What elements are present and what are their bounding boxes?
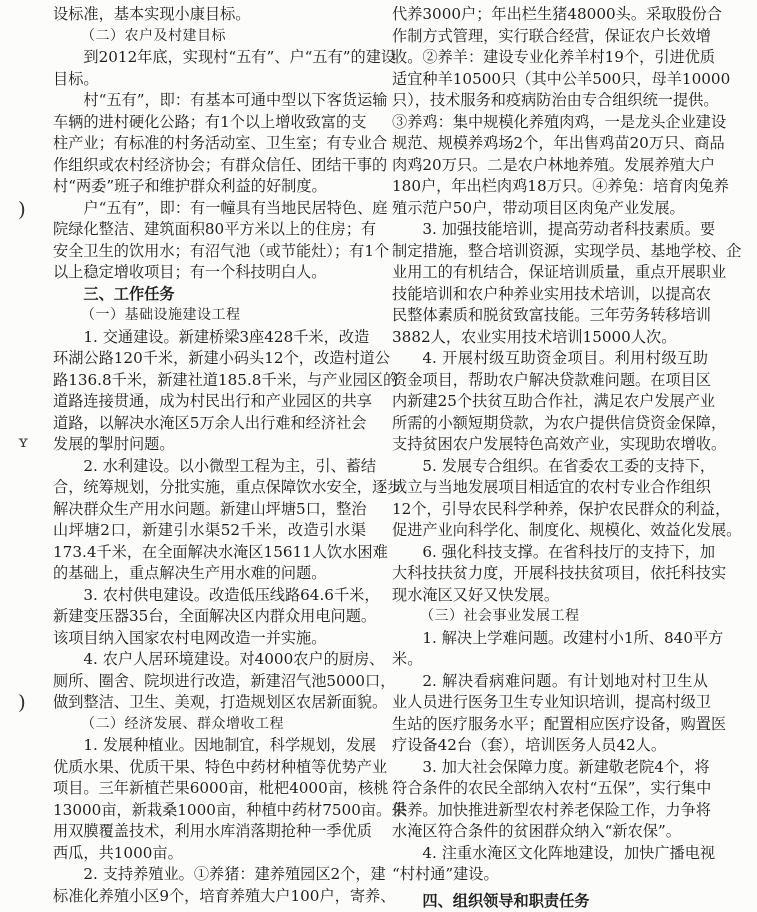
text-line: 到2012年底，实现村“五有”、户“五有”的建设 — [83, 48, 397, 66]
text-line: 车辆的进村硬化公路；有1个以上增收致富的支 — [53, 112, 367, 131]
text-line: 大科技扶贫力度，开展科技扶贫项目，依托科技实 — [392, 564, 727, 582]
text-line: 户“五有”，即：有一幢具有当地民居特色、庭 — [83, 198, 388, 217]
text-line: 的基础上，重点解决生产用水难的问题。 — [53, 564, 327, 582]
text-line: 水淹区符合条件的贫困群众纳入“新农保”。 — [392, 822, 681, 840]
paragraph — [392, 542, 727, 607]
subsection-heading — [392, 606, 708, 628]
paragraph — [392, 671, 727, 757]
text-line: （二）经济发展、群众增收工程 — [81, 715, 284, 732]
left-text-column — [53, 4, 407, 907]
section-title — [392, 891, 708, 912]
text-line: 3. 加大社会保障力度。新建敬老院4个，将 — [422, 757, 710, 776]
text-line: 业人员进行医务卫生专业知识培训，提高村级卫 — [392, 693, 711, 711]
text-line: 疗设备42台（套），培训医务人员42人。 — [392, 736, 667, 754]
text-line: 院绿化整洁、建筑面积80平方米以上的住房；有 — [53, 220, 377, 238]
text-line: ③养鸡：集中规模化养殖肉鸡，一是龙头企业建设 — [392, 112, 727, 131]
text-line: 安全卫生的饮用水；有沼气池（或节能灶）；有1个 — [53, 241, 390, 260]
text-line: 3. 加强技能培训，提高劳动者科技素质。要 — [422, 220, 716, 238]
text-line: 山坪塘2口，新建引水渠52千米，改造引水渠 — [53, 521, 366, 539]
paragraph — [53, 585, 380, 650]
text-line: 3882人，农业实用技术培训15000人次。 — [392, 327, 677, 346]
text-line: 6. 强化科技支撑。在省科技厅的支持下，加 — [422, 542, 716, 561]
text-line: 4. 农户人居环境建设。对4000农户的厨房、 — [83, 650, 385, 668]
paragraph — [53, 456, 403, 585]
text-line: 作制方式管理，实行联合经营，保证农户长效增 — [392, 26, 711, 45]
text-line: 173.4千米，在全面解决水淹区15611人饮水困难 — [53, 542, 388, 561]
text-line: 促进产业向科学化、制度化、规模化、效益化发展。 — [392, 521, 742, 539]
paragraph — [53, 327, 399, 456]
text-line: 180户，年出栏肉鸡18万只。④养兔：培育肉兔养 — [392, 177, 729, 195]
text-line: 技能培训和农户种养业实用技术培训，以提高农 — [392, 284, 711, 303]
text-line: 新建变压器35台，全面解决区内群众用电问题。 — [53, 607, 377, 625]
text-line: 设标准，基本实现小康目标。 — [53, 5, 251, 23]
text-line: 道路连接贯通，成为村民出行和产业园区的共享 — [53, 392, 372, 410]
text-line: 支持贫困农户发展特色高效产业，实现助农增收。 — [392, 435, 727, 453]
paragraph — [392, 219, 742, 348]
paragraph — [392, 628, 724, 671]
text-line: 该项目纳入国家农村电网改造一并实施。 — [53, 628, 327, 647]
section-title — [53, 284, 366, 306]
text-line: 代养3000户；年出栏生猪48000头。采取股份合 — [392, 5, 722, 23]
text-line: 肉鸡20万只。二是农户林地养殖。发展养殖大户 — [392, 155, 716, 174]
text-line: 标准化养殖小区9个，培育养殖大户100户，寄养、 — [53, 886, 396, 905]
text-line: 内新建25个扶贫互助合作社，满足农户发展产业 — [392, 392, 716, 410]
text-line: 收。②养羊：建设专业化养羊村19个，引进优质 — [392, 48, 716, 66]
paragraph — [53, 4, 366, 26]
text-line: 所需的小额短期贷款，为农户提供信贷资金保障， — [392, 413, 727, 432]
paragraph — [53, 47, 397, 90]
margin-ink-mark: ) — [18, 690, 26, 714]
text-line: 1. 交通建设。新建桥梁3座428千米，改造 — [83, 327, 370, 346]
text-line: 以上稳定增收项目；有一个科技明白人。 — [53, 263, 327, 281]
text-line: 项目。三年新植芒果6000亩，枇杷4000亩，核桃 — [53, 779, 389, 797]
text-line: 符合条件的农民全部纳入农村“五保”，实行集中 — [392, 779, 712, 797]
text-line: 柱产业；有标准的村务活动室、卫生室；有专业合 — [53, 134, 388, 152]
text-line: 作组织或农村经济协会；有群众信任、团结干事的 — [53, 155, 388, 174]
text-line: 12个，引导农民科学种养，保护农民群众的利益， — [392, 499, 731, 518]
text-line: 规范、规模养鸡场2个，年出售鸡苗20万只、商品 — [392, 134, 725, 152]
text-line: 用双膜覆盖技术，利用水库消落期抢种一季优质 — [53, 822, 372, 840]
text-line: 4. 注重水淹区文化阵地建设，加快广播电视 — [422, 843, 716, 862]
text-line: 1. 解决上学难问题。改建村小1所、840平方 — [422, 628, 724, 647]
text-line: 做到整洁、卫生、美观，打造规划区农居新面貌。 — [53, 693, 388, 711]
text-line: 解决群众生产用水问题。新建山坪塘5口，整治 — [53, 499, 367, 518]
paragraph — [53, 198, 390, 284]
text-line: 发展的掣肘问题。 — [53, 435, 175, 453]
text-line: 成立与当地发展项目相适宜的农村专业合作组织 — [392, 478, 711, 496]
text-line: 路136.8千米，新建社道185.8千米，与产业园区的 — [53, 370, 399, 389]
paragraph — [392, 4, 731, 219]
text-line: （三）社会事业发展工程 — [420, 608, 580, 624]
subsection-heading — [53, 714, 366, 736]
text-line: 民整体素质和脱贫致富技能。三年劳务转移培训 — [392, 306, 711, 324]
paragraph — [53, 90, 388, 198]
paragraph — [392, 757, 712, 843]
paragraph — [392, 348, 727, 456]
text-line: 米。 — [392, 650, 423, 668]
text-line: 优质水果、优质干果、特色中药材种植等优势产业 — [53, 757, 388, 776]
text-line: 业用工的有机结合，保证培训质量，重点开展职业 — [392, 263, 727, 281]
text-line: 4. 开展村级互助资金项目。利用村级互助 — [422, 349, 708, 367]
text-line: 合，统筹规划，分批实施，重点保障饮水安全，逐步 — [53, 478, 403, 496]
text-line: 厕所、圈舍、院坝进行改造，新建沼气池5000口， — [53, 671, 396, 690]
text-line: 2. 解决看病难问题。有计划地对村卫生从 — [422, 671, 708, 690]
text-line: 1. 发展种植业。因地制宜，科学规划，发展 — [83, 736, 377, 754]
text-line: 道路，以解决水淹区5万余人出行难和经济社会 — [53, 413, 367, 432]
text-line: 供养。加快推进新型农村养老保险工作，力争将 — [392, 800, 711, 819]
text-line: 现水淹区又好又快发展。 — [392, 585, 560, 604]
paragraph — [392, 456, 742, 542]
text-line: 13000亩，新栽桑1000亩，种植中药材7500亩。采 — [53, 800, 407, 819]
subsection-heading — [53, 26, 366, 48]
text-line: 5. 发展专合组织。在省委农工委的支持下， — [422, 456, 716, 475]
text-line: （二）农户及村建目标 — [81, 27, 226, 44]
text-line: 三、工作任务 — [83, 284, 175, 303]
text-line: 制定措施，整合培训资源，实现学员、基地学校、企 — [392, 241, 742, 260]
text-line: 村“五有”，即：有基本可通中型以下客货运输 — [83, 91, 388, 109]
text-line: 目标。 — [53, 69, 99, 88]
text-line: 四、组织领导和职责任务 — [422, 891, 590, 910]
text-line: 生站的医疗服务水平；配置相应医疗设备，购置医 — [392, 714, 727, 733]
text-line: 3. 农村供电建设。改造低压线路64.6千米， — [83, 585, 380, 604]
paragraph — [53, 864, 396, 907]
paragraph — [53, 735, 407, 864]
text-line: 2. 支持养殖业。①养猪：建养殖园区2个，建 — [83, 865, 386, 883]
text-line: 资金项目，帮助农户解决贷款难问题。在项目区 — [392, 370, 711, 389]
text-line: 西瓜，共1000亩。 — [53, 843, 183, 862]
subsection-heading — [53, 305, 366, 327]
text-line: （一）基础设施建设工程 — [81, 307, 241, 323]
text-line: 2. 水利建设。以小微型工程为主，引、蓄结 — [83, 456, 377, 475]
paragraph — [53, 649, 396, 714]
text-line: 适宜种羊10500只（其中公羊500只，母羊10000 — [392, 69, 731, 88]
text-line: 村“两委”班子和维护群众利益的好制度。 — [53, 177, 327, 195]
paragraph — [392, 843, 716, 886]
margin-ink-mark: ʏ — [18, 432, 29, 451]
right-text-column — [392, 4, 742, 912]
margin-ink-mark: ) — [18, 197, 26, 221]
text-line: 只），技术服务和疫病防治由专合组织统一提供。 — [392, 91, 719, 109]
text-line: 环湖公路120千米，新建小码头12个，改造村道公 — [53, 349, 390, 367]
text-line: “村村通”建设。 — [392, 865, 499, 883]
text-line: 殖示范户50户，带动项目区肉兔产业发展。 — [392, 198, 685, 217]
